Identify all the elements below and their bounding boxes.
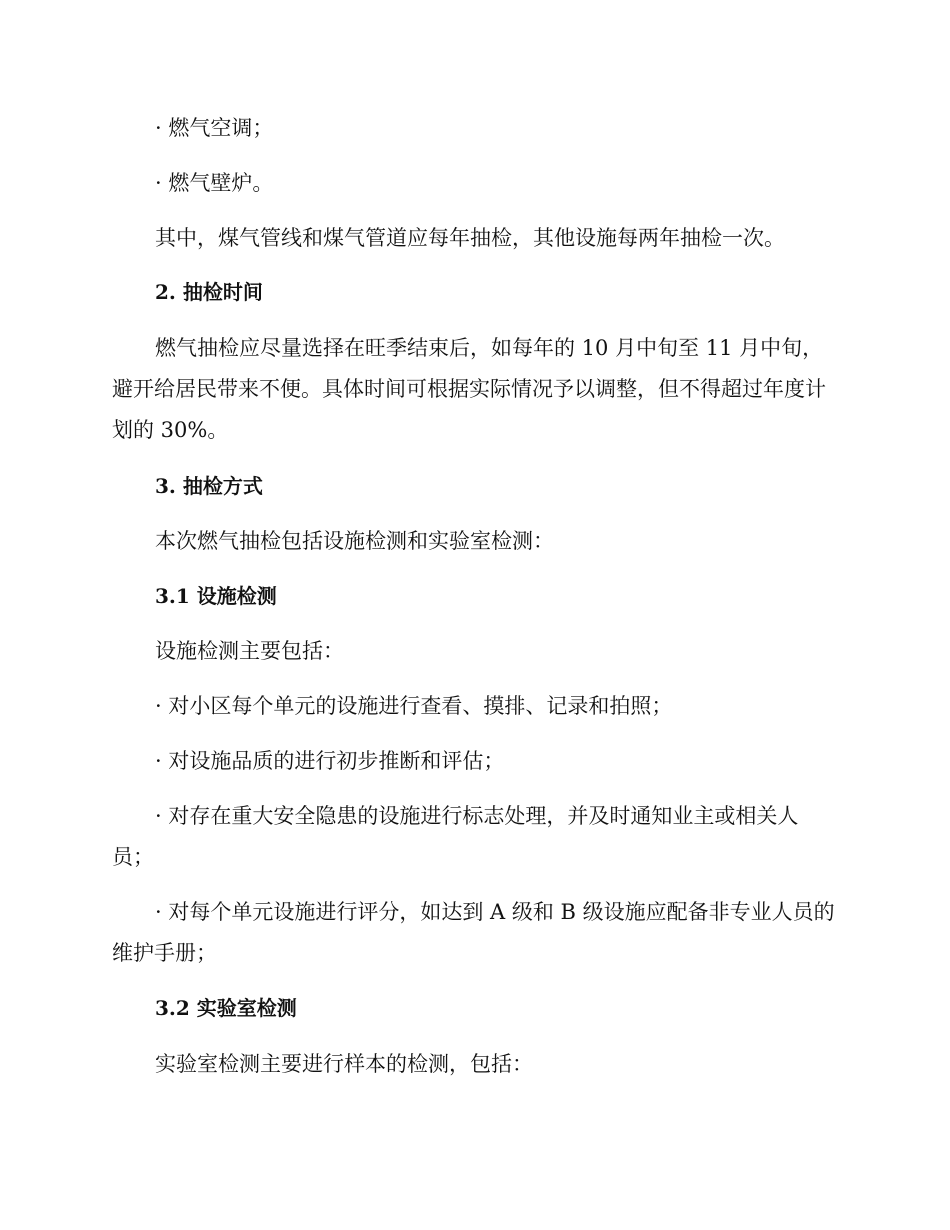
heading-lab-inspection: 3.2 实验室检测 xyxy=(155,996,297,1020)
bullet-facility-hazard: · 对存在重大安全隐患的设施进行标志处理，并及时通知业主或相关人员； xyxy=(112,804,799,869)
paragraph-inspection-time: 燃气抽检应尽量选择在旺季结束后，如每年的 10 月中旬至 11 月中旬，避开给居民带来不便。具体时间可根据实际情况予以调整，但不得超过年度计划的 30%。 xyxy=(112,336,826,442)
bullet-facility-quality: · 对设施品质的进行初步推断和评估； xyxy=(155,749,505,773)
bullet-gas-fireplace: · 燃气壁炉。 xyxy=(155,171,274,195)
paragraph-inspection-method: 本次燃气抽检包括设施检测和实验室检测： xyxy=(155,529,554,553)
paragraph-facility-intro: 设施检测主要包括： xyxy=(155,639,344,663)
bullet-gas-air-conditioner: · 燃气空调； xyxy=(155,116,274,140)
paragraph-lab-intro: 实验室检测主要进行样本的检测，包括： xyxy=(155,1052,533,1076)
heading-inspection-method: 3. 抽检方式 xyxy=(155,474,263,498)
bullet-facility-check: · 对小区每个单元的设施进行查看、摸排、记录和拍照； xyxy=(155,694,673,718)
bullet-facility-rating: · 对每个单元设施进行评分，如达到 A 级和 B 级设施应配备非专业人员的维护手册； xyxy=(112,900,835,965)
heading-facility-inspection: 3.1 设施检测 xyxy=(155,584,277,608)
paragraph-inspection-frequency: 其中，煤气管线和煤气管道应每年抽检，其他设施每两年抽检一次。 xyxy=(155,226,785,250)
heading-inspection-time: 2. 抽检时间 xyxy=(155,280,263,304)
